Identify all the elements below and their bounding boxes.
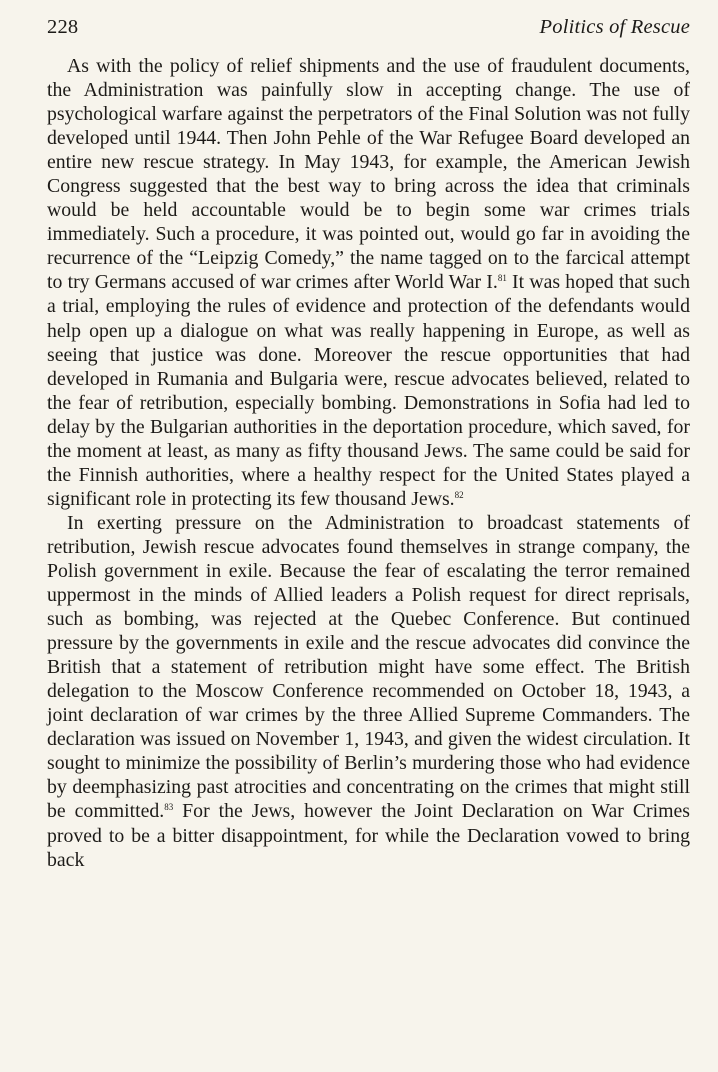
text-segment: In exerting pressure on the Administration to broadcast statements of retribution, Jewish rescue advocates found themselves in strange company, the Polish government in exile. Because the fear of escalating the terror remained uppermost in the minds of Allied leaders a Polish request for direct reprisals, such as bombing, was rejected at the Quebec Conference. But continued pressure by the governments in exile and the rescue advocates did convince the British that a statement of retribution might have some effect. The British delegation to the Moscow Conference recommended on October 18, 1943, a joint declaration of war crimes by the three Allied Supreme Commanders. The declaration was issued on November 1, 1943, and given the widest circulation. It sought to minimize the possibility of Berlin’s murdering those who had evidence by deemphasizing past atrocities and concentrating on the crimes that might still be committed.: [47, 511, 690, 823]
footnote-ref-82[interactable]: 82: [454, 489, 464, 500]
running-title: Politics of Rescue: [539, 16, 690, 38]
page-number: 228: [47, 16, 79, 38]
body-text: [47, 54, 690, 872]
page-header: [47, 16, 690, 54]
text-segment: As with the policy of relief shipments and the use of fraudulent documents, the Administration was painfully slow in accepting change. The use of psychological warfare against the perpetrators of the Final Solution was not fully developed until 1944. Then John Pehle of the War Refugee Board developed an entire new rescue strategy. In May 1943, for example, the American Jewish Congress suggested that the best way to bring across the idea that criminals would be held accountable would be to begin some war crimes trials immediately. Such a procedure, it was pointed out, would go far in avoiding the recurrence of the “Leipzig Comedy,” the name tagged on to the farcical attempt to try Germans accused of war crimes after World War I.: [47, 55, 690, 294]
text-segment: It was hoped that such a trial, employing the rules of evidence and protection of the defendants would help open up a dialogue on what was really happening in Europe, as well as seeing that justice was done. Moreover the rescue opportunities that had developed in Rumania and Bulgaria were, rescue advocates believed, related to the fear of retribution, especially bombing. Demonstrations in Sofia had led to delay by the Bulgarian authorities in the deportation procedure, which saved, for the moment at least, as many as fifty thousand Jews. The same could be said for the Finnish authorities, where a healthy respect for the United States played a significant role in protecting its few thousand Jews.: [47, 271, 690, 510]
footnote-ref-81[interactable]: 81: [497, 273, 507, 284]
paragraph-2: [47, 511, 690, 872]
text-segment: For the Jews, however the Joint Declaration on War Crimes proved to be a bitter disappointment, for while the Declaration vowed to bring back: [47, 800, 690, 871]
footnote-ref-83[interactable]: 83: [164, 802, 174, 813]
paragraph-1: [47, 54, 690, 511]
